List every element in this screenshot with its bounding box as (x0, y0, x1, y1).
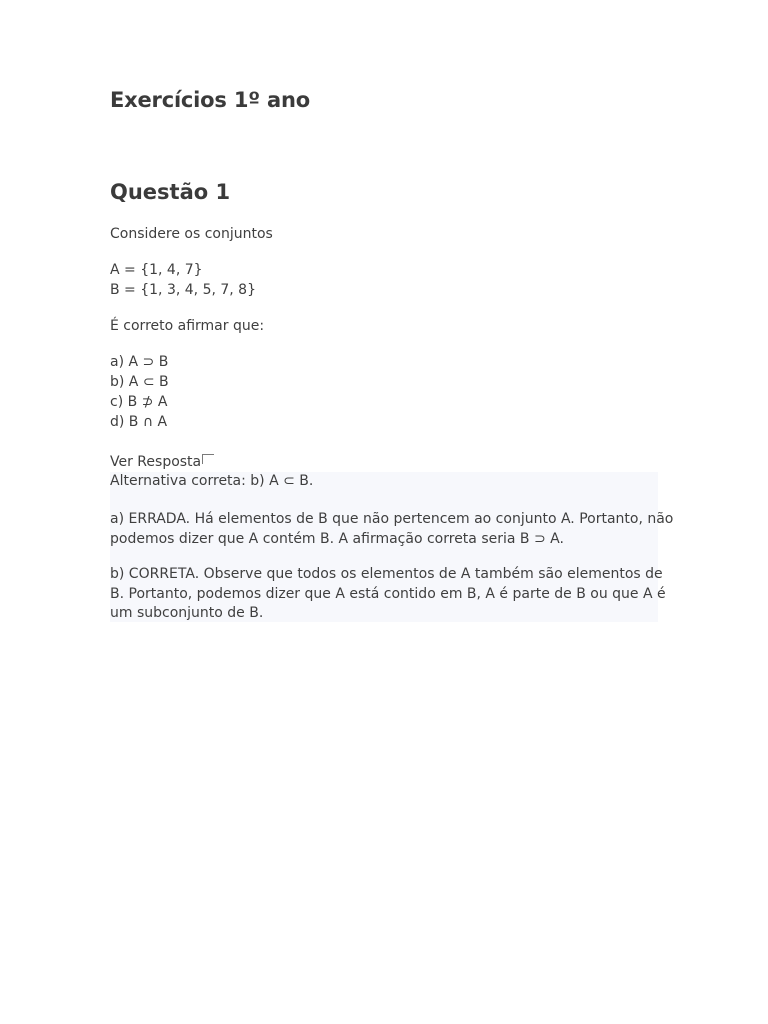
correct-alternative: Alternativa correta: b) A ⊂ B. (110, 473, 314, 489)
explanation-b-line: B. Portanto, podemos dizer que A está contido em B, A é parte de B ou que A é (110, 585, 666, 602)
option-a: a) A ⊃ B (110, 354, 169, 370)
sets-definition (110, 260, 256, 300)
explanation-a-line: podemos dizer que A contém B. A afirmação correta seria B ⊃ A. (110, 530, 564, 547)
question-title: Questão 1 (110, 180, 231, 204)
set-a: A = {1, 4, 7} (110, 262, 203, 278)
explanation-b-line: b) CORRETA. Observe que todos os elementos de A também são elementos de (110, 566, 663, 582)
option-d: d) B ∩ A (110, 414, 168, 430)
corner-icon (202, 454, 214, 464)
explanation-a-line: a) ERRADA. Há elementos de B que não pertencem ao conjunto A. Portanto, não (110, 511, 674, 527)
document-title: Exercícios 1º ano (110, 88, 310, 112)
set-b: B = {1, 3, 4, 5, 7, 8} (110, 282, 256, 298)
question-prompt: É correto afirmar que: (110, 318, 265, 334)
explanation-b-line: um subconjunto de B. (110, 605, 264, 621)
explanation-b (110, 565, 666, 624)
question-intro: Considere os conjuntos (110, 226, 273, 242)
explanation-a (110, 510, 674, 549)
option-b: b) A ⊂ B (110, 374, 169, 390)
answer-panel (110, 472, 674, 622)
option-c: c) B ⊅ A (110, 394, 168, 410)
options-list (110, 352, 169, 432)
show-answer-label[interactable]: Ver Resposta (110, 454, 202, 470)
show-answer-toggle[interactable] (110, 452, 214, 472)
